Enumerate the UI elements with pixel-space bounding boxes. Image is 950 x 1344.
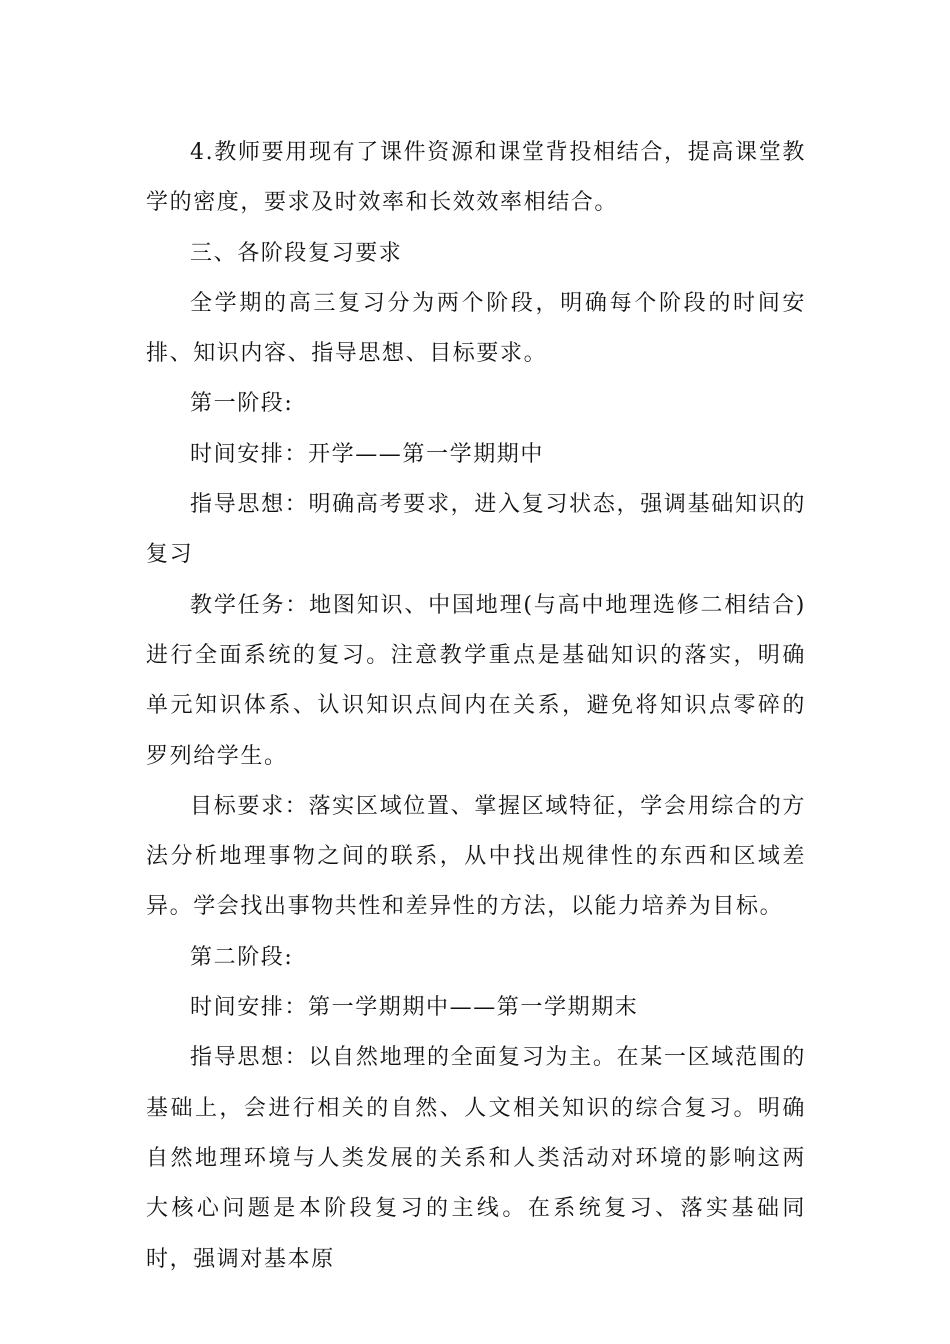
paragraph-semester-overview: 全学期的高三复习分为两个阶段，明确每个阶段的时间安排、知识内容、指导思想、目标要求。 <box>146 290 806 367</box>
stage-one-guiding-idea: 指导思想：明确高考要求，进入复习状态，强调基础知识的复习 <box>146 492 806 568</box>
stage-one-teaching-task: 教学任务：地图知识、中国地理(与高中地理选修二相结合)进行全面系统的复习。注意教学重点是基础知识的落实，明确单元知识体系、认识知识点间内在关系，避免将知识点零碎的罗列给学生。 <box>146 592 806 769</box>
stage-two-guiding-idea: 指导思想：以自然地理的全面复习为主。在某一区域范围的基础上，会进行相关的自然、人文相关知识的综合复习。明确自然地理环境与人类发展的关系和人类活动对环境的影响这两大核心问题是本阶段复习的主线。在系统复习、落实基础同时，强调对基本原 <box>146 1045 806 1272</box>
stage-one-heading: 第一阶段: <box>190 391 294 417</box>
stage-two-heading: 第二阶段: <box>190 944 294 970</box>
stage-one-schedule: 时间安排：开学——第一学期期中 <box>190 441 545 467</box>
stage-two-schedule: 时间安排：第一学期期中——第一学期期末 <box>190 995 639 1021</box>
stage-one-goal: 目标要求：落实区域位置、掌握区域特征，学会用综合的方法分析地理事物之间的联系，从中找出规律性的东西和区域差异。学会找出事物共性和差异性的方法，以能力培养为目标。 <box>146 793 806 920</box>
body-text <box>146 128 806 1285</box>
section-heading-stage-requirements: 三、各阶段复习要求 <box>190 240 403 266</box>
paragraph-courseware: 4.教师要用现有了课件资源和课堂背投相结合，提高课堂教学的密度，要求及时效率和长效效率相结合。 <box>146 140 806 216</box>
